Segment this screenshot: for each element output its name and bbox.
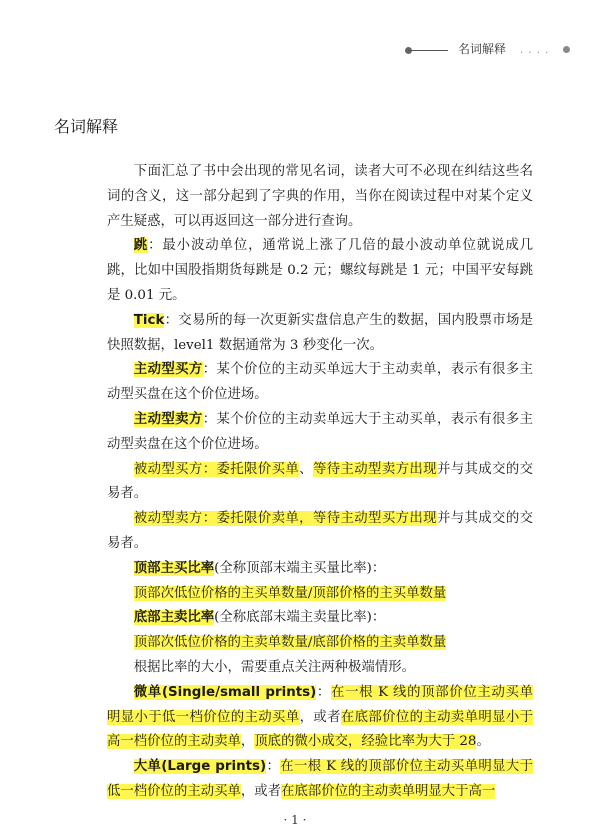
term-end: 。 xyxy=(476,734,490,750)
term-label: 大单(Large prints) xyxy=(133,759,267,775)
term-tiao xyxy=(107,234,533,308)
formula-text: 顶部次低位价格的主卖单数量/底部价格的主卖单数量 xyxy=(133,635,447,651)
ratio-note: 根据比率的大小，需要重点关注两种极端情形。 xyxy=(133,659,415,675)
term-note: (全称底部末端主卖量比率)： xyxy=(214,610,386,626)
term-passive-buy xyxy=(107,458,533,508)
term-label: 跳 xyxy=(133,238,149,254)
term-label: Tick xyxy=(133,312,165,328)
term-definition: ：最小波动单位，通常说上涨了几倍的最小波动单位就说成几跳，比如中国股指期货每跳是 0.2 元；螺纹每跳是 1 元；中国平安每跳是 0.01 元。 xyxy=(107,238,534,303)
term-definition: 并与其成交的交易者。 xyxy=(107,461,534,502)
term-label: 主动型卖方 xyxy=(133,411,203,427)
header-title: 名词解释 xyxy=(458,42,507,56)
term-definition: ：某个价位的主动卖单远大于主动买单，表示有很多主动型卖盘在这个价位进场。 xyxy=(107,411,534,452)
term-highlight: 顶底的微小成交，经验比率为大于 28 xyxy=(254,734,477,750)
term-passive-sell xyxy=(107,507,533,557)
term-note: (全称顶部末端主买量比率)： xyxy=(214,560,386,576)
term-connector: ， xyxy=(240,734,255,750)
term-label: 微单(Single/small prints) xyxy=(133,684,317,700)
running-header xyxy=(408,40,568,62)
term-small-prints xyxy=(107,681,533,755)
term-label: 主动型买方 xyxy=(133,362,203,378)
term-label: 顶部主买比率 xyxy=(133,560,215,576)
bottom-ratio-formula xyxy=(107,631,533,656)
header-rule xyxy=(408,50,448,51)
term-tick xyxy=(107,309,533,359)
term-colon: ： xyxy=(266,759,281,775)
term-connector: ，或者 xyxy=(299,709,341,725)
term-highlight: 在一根 K 线的顶部价位主动买单明显小于低一档价位的主动买单 xyxy=(107,684,534,725)
section-title: 名词解释 xyxy=(54,117,119,136)
term-colon: ： xyxy=(316,684,331,700)
term-definition: 并与其成交的交易者。 xyxy=(107,511,534,551)
term-definition: ：交易所的每一次更新实盘信息产生的数据，国内股票市场是快照数据，level1 数据通常为 3 秒变化一次。 xyxy=(107,312,533,353)
term-highlight: 在底部价位的主动卖单明显大于高一 xyxy=(281,783,496,799)
term-active-buy xyxy=(107,358,533,408)
term-separator: 、 xyxy=(299,461,313,477)
header-dotted-line: · · · · xyxy=(520,48,550,59)
header-end-dot-icon xyxy=(563,46,570,53)
term-highlight: 在底部价位的主动卖单明显小于高一档价位的主动卖单 xyxy=(107,709,534,750)
term-connector: ，或者 xyxy=(240,783,282,799)
term-active-sell xyxy=(107,408,533,458)
formula-text: 顶部次低位价格的主买单数量/顶部价格的主买单数量 xyxy=(133,585,447,601)
term-highlight: 在一根 K 线的顶部价位主动买单明显大于低一档价位的主动买单 xyxy=(107,759,533,799)
term-label: 被动型买方：委托限价买单 xyxy=(133,461,300,477)
page-number: · 1 · xyxy=(283,813,307,827)
body-text xyxy=(107,160,533,805)
term-large-prints xyxy=(107,755,533,805)
top-ratio-formula xyxy=(107,582,533,607)
term-bottom-ratio xyxy=(107,606,533,631)
term-highlight: 等待主动型卖方出现 xyxy=(312,461,437,477)
term-top-ratio xyxy=(107,557,533,582)
intro-paragraph: 下面汇总了书中会出现的常见名词，读者大可不必现在纠结这些名词的含义，这一部分起到了字典的作用，当你在阅读过程中对某个定义产生疑惑，可以再返回这一部分进行查询。 xyxy=(107,164,533,229)
term-label: 底部主卖比率 xyxy=(133,610,215,626)
term-definition: ：某个价位的主动买单远大于主动卖单，表示有很多主动型买盘在这个价位进场。 xyxy=(107,362,534,403)
term-label: 被动型卖方：委托限价卖单，等待主动型买方出现 xyxy=(133,511,437,527)
